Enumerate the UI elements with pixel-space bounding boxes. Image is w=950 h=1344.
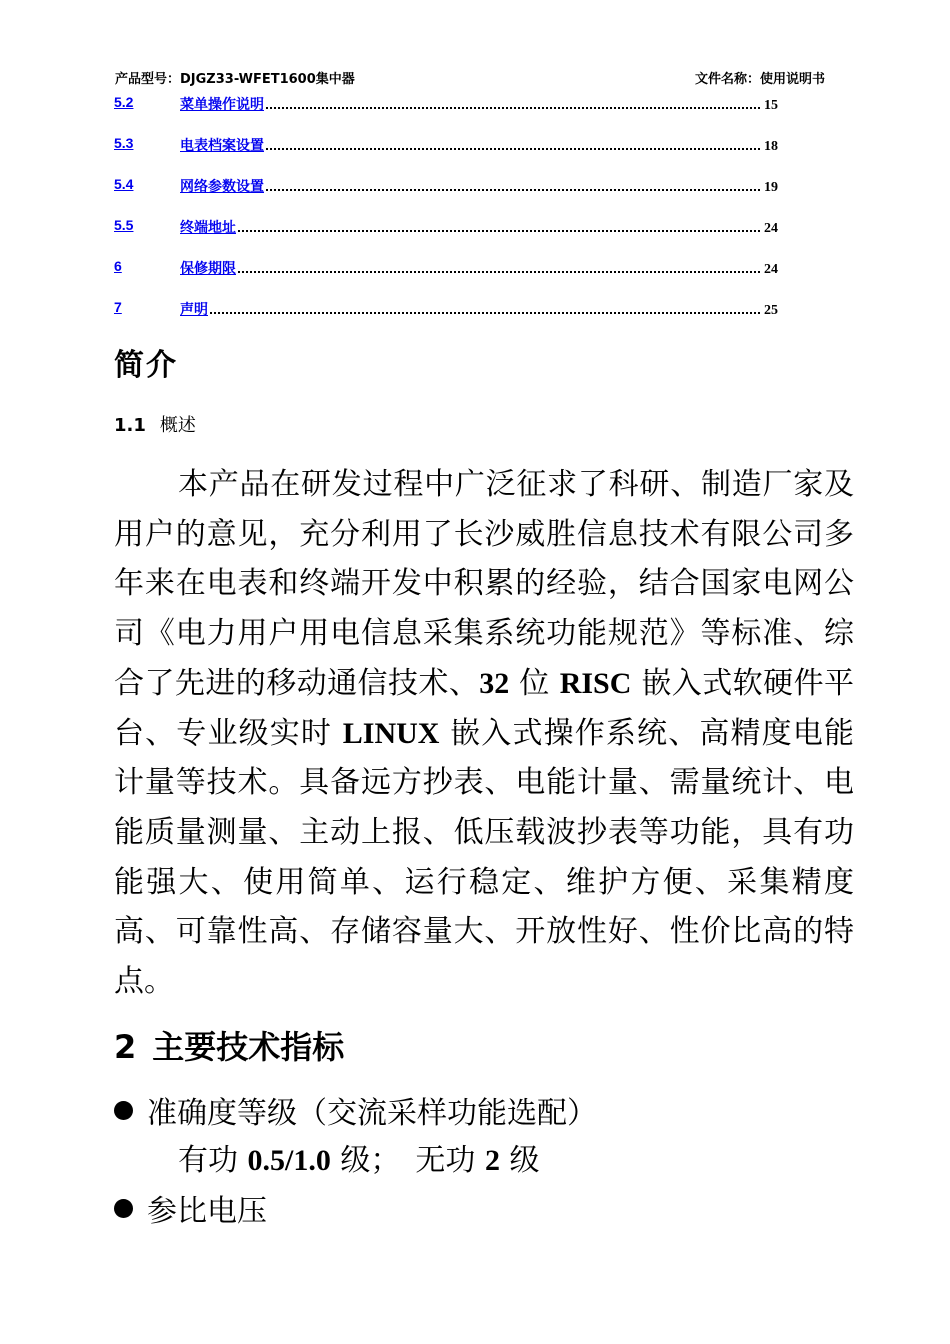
toc-page-number: 15 <box>764 98 778 113</box>
toc-number-link[interactable]: 5.3 <box>114 135 134 151</box>
section-title: 主要技术指标 <box>152 1028 345 1066</box>
bullet-item-reference-voltage <box>114 1186 267 1230</box>
toc-page-number: 24 <box>764 221 778 236</box>
paragraph-text: 本产品在研发过程中广泛征求了科研、制造厂家及用户的意见，充分利用了长沙威胜信息技术有限公司多年来在电表和终端开发中积累的经验，结合国家电网公司《电力用户用电信息采集系统功能规范》等标准、综合了先进的移动通信技术、 <box>114 467 854 701</box>
section-title-intro: 简介 <box>114 348 178 383</box>
bullet-item-accuracy <box>114 1088 597 1132</box>
toc-page-number: 24 <box>764 262 778 277</box>
toc-title-link[interactable]: 终端地址 <box>180 220 236 236</box>
paragraph-term: RISC <box>559 666 632 700</box>
page-header <box>115 68 825 90</box>
overview-paragraph <box>114 460 854 1007</box>
toc-page-number: 25 <box>764 303 778 318</box>
header-file-name: 文件名称：使用说明书 <box>694 72 825 87</box>
toc-row[interactable] <box>114 94 778 135</box>
toc-leader-dots <box>210 311 760 314</box>
toc-number-link[interactable]: 6 <box>114 258 122 274</box>
spec-text: 级 <box>499 1143 540 1178</box>
subsection-title: 概述 <box>159 415 196 436</box>
subsection-heading-overview <box>114 411 196 437</box>
accuracy-class-values <box>178 1135 540 1179</box>
toc-leader-dots <box>266 147 760 150</box>
spec-text: 级； 无功 <box>330 1143 485 1178</box>
paragraph-text: 位 <box>509 665 560 701</box>
toc-title-link[interactable]: 保修期限 <box>180 261 236 277</box>
bullet-text: 参比电压 <box>147 1194 267 1229</box>
toc-leader-dots <box>266 106 760 109</box>
toc-row[interactable] <box>114 299 778 340</box>
toc-title-link[interactable]: 网络参数设置 <box>180 179 264 195</box>
section-heading-specs <box>114 1022 344 1068</box>
toc-number-link[interactable]: 5.5 <box>114 217 134 233</box>
paragraph-term: LINUX <box>342 716 440 750</box>
toc-number-link[interactable]: 7 <box>114 299 122 315</box>
toc-leader-dots <box>266 188 760 191</box>
paragraph-number: 32 <box>479 666 510 700</box>
toc-leader-dots <box>238 270 760 273</box>
toc-row[interactable] <box>114 135 778 176</box>
toc-row[interactable] <box>114 176 778 217</box>
toc-page-number: 19 <box>764 180 778 195</box>
toc-number-link[interactable]: 5.4 <box>114 176 134 192</box>
paragraph-text: 嵌入式软硬件平台、专业级实时 <box>114 665 855 751</box>
bullet-dot-icon <box>114 1101 133 1120</box>
table-of-contents <box>114 94 778 340</box>
toc-page-number: 18 <box>764 139 778 154</box>
paragraph-text: 嵌入式操作系统、高精度电能计量等技术。具备远方抄表、电能计量、需量统计、电能质量测量、主动上报、低压载波抄表等功能，具有功能强大、使用简单、运行稳定、维护方便、采集精度高、可靠性高、存储容量大、开放性好、性价比高的特点。 <box>114 715 854 1000</box>
bullet-dot-icon <box>114 1199 133 1218</box>
section-number: 2 <box>114 1028 137 1066</box>
spec-text: 有功 <box>178 1143 248 1178</box>
subsection-number: 1.1 <box>114 415 146 436</box>
toc-title-link[interactable]: 声明 <box>180 302 208 318</box>
toc-title-link[interactable]: 菜单操作说明 <box>180 97 264 113</box>
toc-leader-dots <box>238 229 760 232</box>
spec-value: 0.5/1.0 <box>247 1144 331 1177</box>
spec-value: 2 <box>484 1144 500 1177</box>
toc-number-link[interactable]: 5.2 <box>114 94 134 110</box>
header-product-model: 产品型号：DJGZ33-WFET1600集中器 <box>115 72 355 87</box>
bullet-text: 准确度等级（交流采样功能选配） <box>147 1096 597 1131</box>
toc-row[interactable] <box>114 258 778 299</box>
toc-row[interactable] <box>114 217 778 258</box>
toc-title-link[interactable]: 电表档案设置 <box>180 138 264 154</box>
